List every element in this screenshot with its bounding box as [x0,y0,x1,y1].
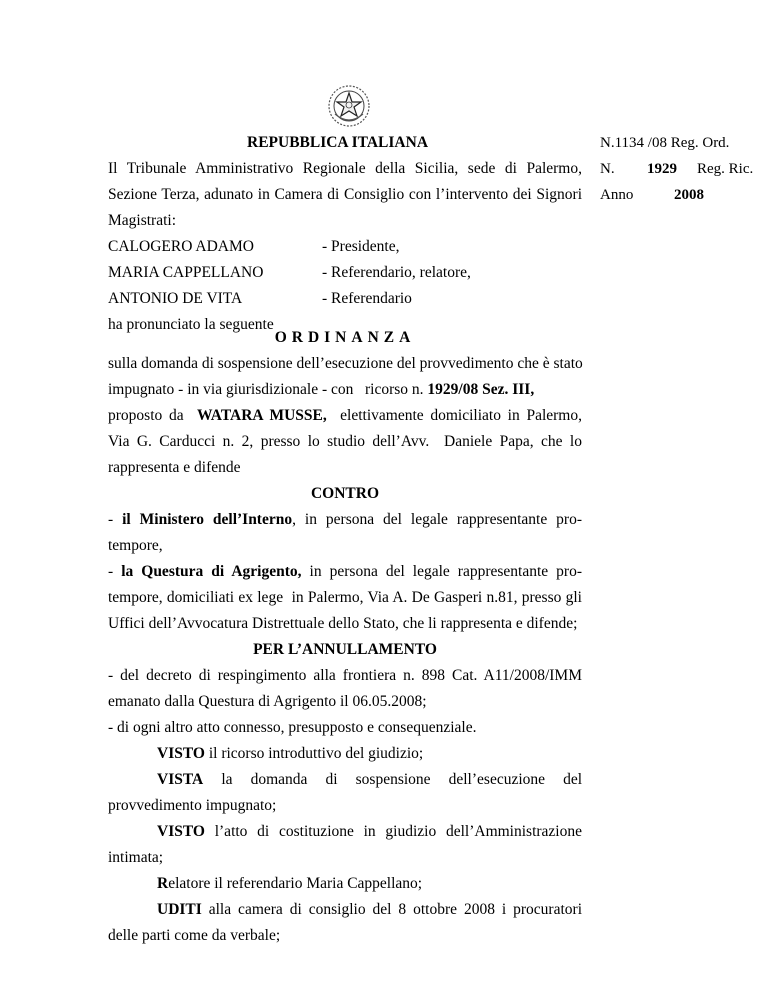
uditi-line-1: UDITI alla camera di consiglio del 8 ottobre 2008 i procuratori [157,901,582,918]
uditi-line-2: delle parti come da verbale; [108,927,281,944]
contro-heading: CONTRO [310,485,380,502]
intro-line-3: Magistrati: [108,212,177,229]
magistrate-name: CALOGERO ADAMO [108,238,254,255]
intro-line-2: Sezione Terza, adunato in Camera di Consiglio con l’intervento dei Signori [108,186,582,203]
body-line-3: proposto da WATARA MUSSE, elettivamente domiciliato in Palermo, [108,407,582,424]
act-line-2: emanato dalla Questura di Agrigento il 06.05.2008; [108,693,427,710]
magistrate-role: - Referendario, relatore, [322,264,471,281]
party-a-line-1: - il Ministero dell’Interno, in persona del legale rappresentante pro- [108,511,582,528]
visto-costituzione-line-2: intimata; [108,849,164,866]
body-line-1: sulla domanda di sospensione dell’esecuzione del provvedimento che è stato [108,355,583,372]
magistrate-role: - Presidente, [322,238,400,255]
pronounced-line: ha pronunciato la seguente [108,316,274,333]
act-line-1: - del decreto di respingimento alla frontiera n. 898 Cat. A11/2008/IMM [108,667,582,684]
anno-label: Anno [600,187,634,203]
magistrate-name: ANTONIO DE VITA [108,290,243,307]
ordinanza-heading: ORDINANZA [274,329,416,346]
visto-costituzione-line-1: VISTO l’atto di costituzione in giudizio dell’Amministrazione [157,823,582,840]
body-line-4: Via G. Carducci n. 2, presso lo studio dell’Avv. Daniele Papa, che lo [108,433,582,450]
vista-domanda-line-2: provvedimento impugnato; [108,797,277,814]
party-b-line-2: tempore, domiciliati ex lege in Palermo, Via A. De Gasperi n.81, presso gli [108,589,582,606]
anno-value: 2008 [674,187,704,203]
annullamento-heading: PER L’ANNULLAMENTO [253,641,437,658]
act-line-3: - di ogni altro atto connesso, presupposto e consequenziale. [108,719,477,736]
italian-republic-emblem-icon [327,84,371,128]
magistrate-role: - Referendario [322,290,412,307]
document-title: REPUBBLICA ITALIANA [247,134,429,151]
magistrate-name: MARIA CAPPELLANO [108,264,264,281]
party-a-line-2: tempore, [108,537,163,554]
party-b-line-3: Uffici dell’Avvocatura Distrettuale dello Stato, che li rappresenta e difende; [108,615,578,632]
vista-domanda-line-1: VISTA la domanda di sospensione dell’esecuzione del [157,771,583,788]
body-line-5: rappresenta e difende [108,459,241,476]
reg-ric-suffix: Reg. Ric. [697,161,754,177]
reg-ord-number: N.1134 /08 Reg. Ord. [600,135,730,151]
reg-ric-number: 1929 [647,161,677,177]
reg-ric-label: N. [600,161,615,177]
relatore-line: Relatore il referendario Maria Cappellano; [157,875,423,892]
intro-line-1: Il Tribunale Amministrativo Regionale della Sicilia, sede di Palermo, [108,160,582,177]
body-line-2: impugnato - in via giurisdizionale - con ricorso n. 1929/08 Sez. III, [108,381,535,398]
party-b-line-1: - la Questura di Agrigento, in persona del legale rappresentante pro- [108,563,583,580]
visto-ricorso: VISTO il ricorso introduttivo del giudizio; [157,745,424,762]
